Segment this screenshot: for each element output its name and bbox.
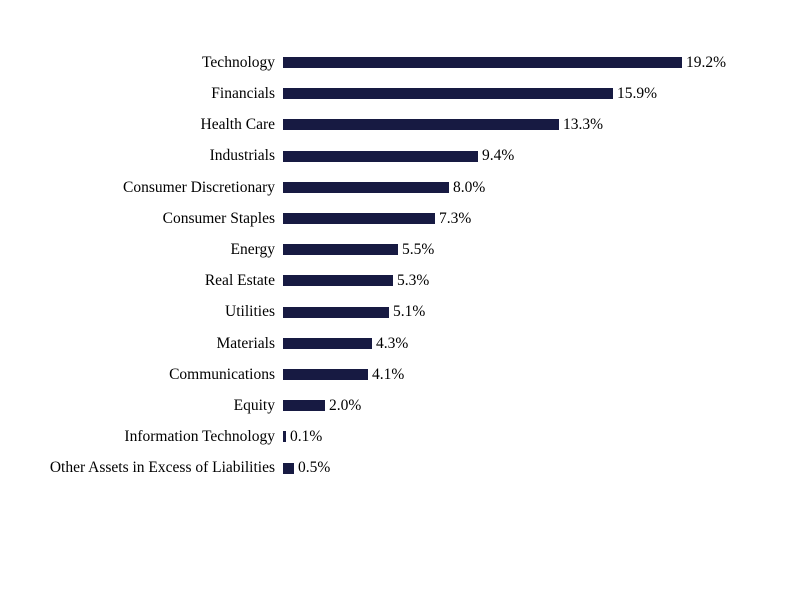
bar-segment [283, 369, 368, 380]
bar-row [0, 172, 792, 203]
bar-container [283, 172, 792, 203]
bar-segment [283, 151, 478, 162]
value-label: 19.2% [686, 53, 727, 71]
value-label: 8.0% [453, 178, 486, 196]
category-label: Consumer Discretionary [123, 178, 275, 196]
bar-row [0, 359, 792, 390]
value-label: 5.3% [397, 272, 430, 290]
bar-row [0, 234, 792, 265]
bar-container [283, 234, 792, 265]
bar-row [0, 328, 792, 359]
value-label: 13.3% [563, 116, 604, 134]
bar-row [0, 78, 792, 109]
bar-segment [283, 213, 435, 224]
category-label: Materials [216, 334, 275, 352]
category-label: Energy [230, 241, 275, 259]
bar-segment [283, 182, 449, 193]
category-label: Communications [169, 365, 275, 383]
value-label: 7.3% [439, 209, 472, 227]
value-label: 2.0% [329, 397, 362, 415]
bar-row [0, 203, 792, 234]
category-label: Health Care [200, 116, 275, 134]
bar-container [283, 141, 792, 172]
bar-container [283, 297, 792, 328]
value-label: 5.5% [402, 241, 435, 259]
category-label: Real Estate [204, 272, 275, 290]
bar-container [283, 328, 792, 359]
bar-row [0, 453, 792, 484]
bar-segment [283, 307, 389, 318]
bar-row [0, 109, 792, 140]
bar-segment [283, 88, 613, 99]
bar-container [283, 359, 792, 390]
category-label: Utilities [225, 303, 275, 321]
bar-segment [283, 338, 372, 349]
category-label: Technology [202, 53, 275, 71]
value-label: 5.1% [393, 303, 426, 321]
bar-row [0, 390, 792, 421]
value-label: 0.5% [298, 459, 331, 477]
category-label: Financials [211, 85, 275, 103]
value-label: 4.1% [372, 365, 405, 383]
value-label: 0.1% [290, 428, 323, 446]
bar-segment [283, 463, 294, 474]
bar-segment [283, 119, 559, 130]
bar-segment [283, 244, 398, 255]
value-label: 4.3% [376, 334, 409, 352]
bar-container [283, 203, 792, 234]
bar-segment [283, 57, 682, 68]
value-label: 9.4% [482, 147, 515, 165]
category-label: Other Assets in Excess of Liabilities [49, 459, 275, 477]
bar-container [283, 453, 792, 484]
bar-row [0, 265, 792, 296]
category-label: Industrials [209, 147, 275, 165]
bar-container [283, 265, 792, 296]
bar-container [283, 47, 792, 78]
category-label: Equity [233, 397, 275, 415]
category-label: Information Technology [124, 428, 275, 446]
bar-row [0, 297, 792, 328]
bar-row [0, 47, 792, 78]
bar-container [283, 390, 792, 421]
category-label: Consumer Staples [162, 209, 275, 227]
bar-row [0, 141, 792, 172]
bar-container [283, 421, 792, 452]
bar-container [283, 109, 792, 140]
bar-segment [283, 400, 325, 411]
bar-segment [283, 275, 393, 286]
bar-container [283, 78, 792, 109]
value-label: 15.9% [617, 85, 658, 103]
bar-row [0, 421, 792, 452]
